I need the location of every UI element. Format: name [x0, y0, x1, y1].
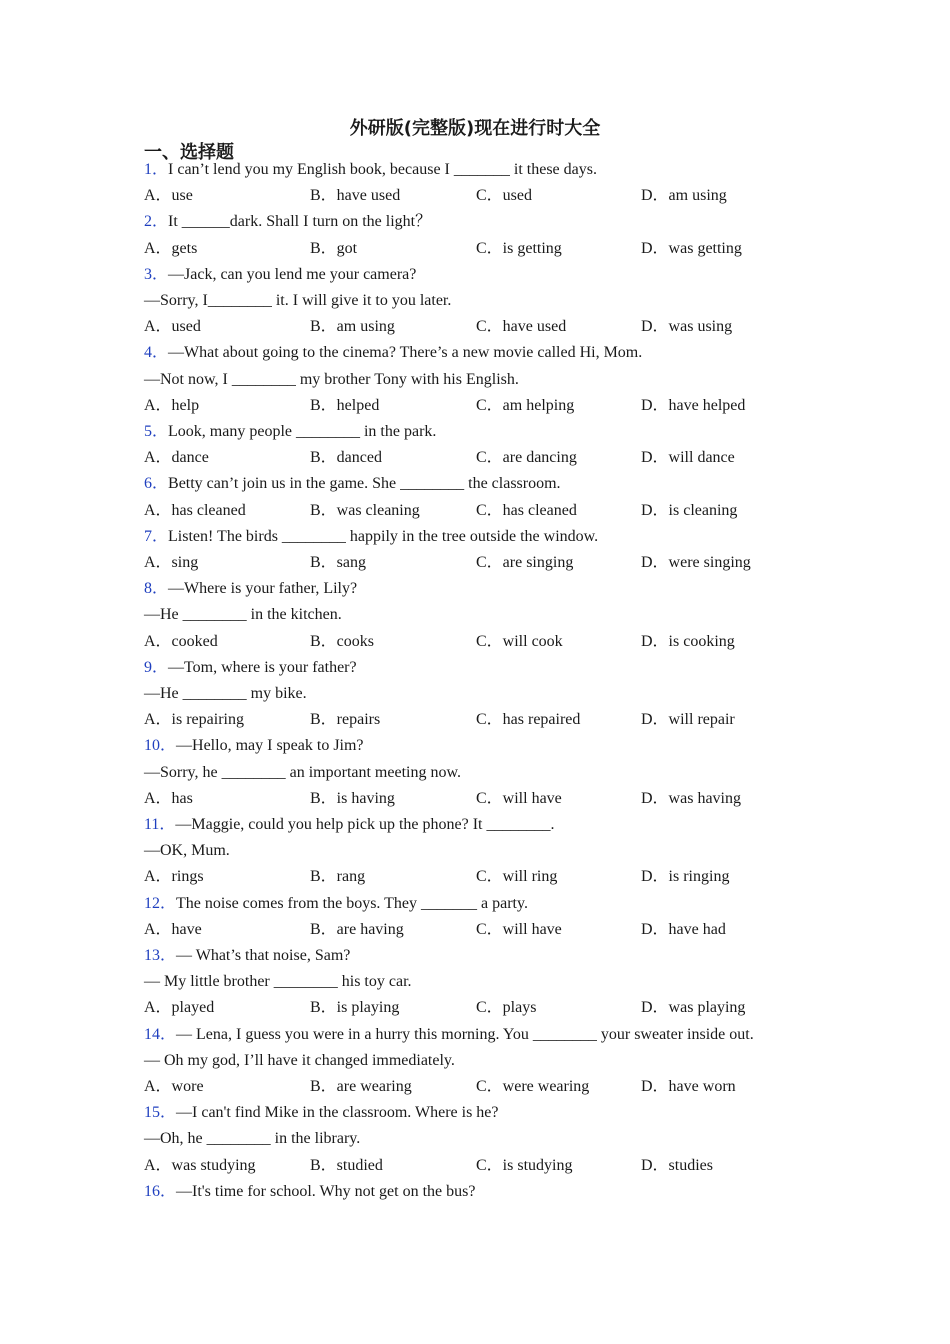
answer-option: C．is studying — [476, 1156, 573, 1174]
answer-option: B．repairs — [310, 711, 381, 729]
question-number: 8． — [144, 580, 169, 598]
question-number: 16． — [144, 1182, 177, 1200]
answer-option: D．have worn — [641, 1078, 736, 1095]
answer-option: D．studies — [641, 1156, 714, 1174]
question-text: Look, many people ________ in the park. — [168, 423, 437, 440]
question-text: Listen! The birds ________ happily in the tree outside the window. — [168, 527, 599, 545]
question-stem — [144, 527, 598, 547]
question-text: —He ________ in the kitchen. — [144, 606, 342, 624]
answer-option: A．sing — [144, 554, 199, 571]
question-dialogue-line — [144, 763, 461, 783]
question-stem — [144, 894, 528, 914]
question-dialogue-line — [144, 291, 451, 311]
answer-option: C．were wearing — [476, 1078, 590, 1095]
question-text: — Oh my god, I’ll have it changed immediately. — [144, 1051, 455, 1069]
question-number: 3． — [144, 265, 169, 283]
answer-option: C．are dancing — [476, 449, 577, 467]
page-title: 外研版(完整版)现在进行时大全 — [349, 118, 601, 139]
answer-option: D．will dance — [641, 449, 735, 467]
question-text: —Not now, I ________ my brother Tony with his English. — [144, 370, 519, 388]
question-stem — [144, 343, 642, 363]
answer-option: B．is having — [310, 789, 395, 807]
answer-option: A．used — [144, 318, 201, 336]
answer-option: D．have had — [641, 920, 726, 938]
question-stem — [144, 658, 357, 678]
question-text: —Where is your father, Lily? — [168, 580, 358, 598]
answer-option: B．sang — [310, 554, 367, 571]
answer-option: B．got — [310, 239, 358, 257]
question-dialogue-line — [144, 605, 342, 625]
question-stem — [144, 212, 431, 232]
answer-option: D．am using — [641, 187, 727, 205]
question-number: 2． — [144, 213, 169, 231]
answer-option: D．have helped — [641, 396, 746, 414]
answer-option: C．used — [476, 187, 533, 205]
question-text: —Jack, can you lend me your camera? — [168, 265, 417, 283]
question-text: The noise comes from the boys. They _______ a party. — [176, 894, 528, 912]
question-number: 15． — [144, 1104, 177, 1122]
answer-option: D．will repair — [641, 711, 735, 729]
answer-option: B．are wearing — [310, 1078, 412, 1095]
question-text: —Hello, may I speak to Jim? — [176, 737, 364, 755]
question-stem — [144, 946, 350, 966]
answer-option: A．rings — [144, 868, 204, 886]
question-dialogue-line — [144, 972, 412, 992]
question-text: —I can't find Mike in the classroom. Where is he? — [176, 1104, 499, 1122]
answer-option: A．dance — [144, 449, 209, 467]
answer-option: D．is cooking — [641, 632, 735, 650]
answer-option: C．are singing — [476, 554, 574, 571]
question-text: — My little brother ________ his toy car. — [144, 973, 412, 991]
question-number: 5． — [144, 423, 169, 440]
question-text: —OK, Mum. — [144, 842, 230, 860]
answer-option: B．was cleaning — [310, 501, 420, 519]
question-text: It ______dark. Shall I turn on the light？ — [168, 213, 432, 231]
question-number: 11． — [144, 816, 176, 833]
question-dialogue-line — [144, 684, 307, 704]
question-number: 13． — [144, 947, 177, 964]
answer-option: D．is ringing — [641, 868, 730, 886]
question-text: —Sorry, he ________ an important meeting now. — [144, 763, 461, 781]
question-stem — [144, 815, 554, 835]
answer-option: B．have used — [310, 187, 401, 205]
answer-option: C．will ring — [476, 868, 558, 886]
answer-option: A．have — [144, 920, 202, 938]
question-stem — [144, 422, 436, 442]
answer-option: A．played — [144, 999, 215, 1017]
question-dialogue-line — [144, 1129, 360, 1149]
answer-option: A．was studying — [144, 1156, 256, 1174]
question-number: 9． — [144, 658, 169, 676]
question-stem — [144, 265, 416, 285]
question-text: —Tom, where is your father? — [168, 658, 357, 676]
question-number: 7． — [144, 527, 169, 545]
question-text: —Oh, he ________ in the library. — [144, 1130, 361, 1148]
section-heading: 一、选择题 — [144, 142, 234, 163]
question-stem — [144, 1182, 475, 1202]
answer-option: A．gets — [144, 239, 198, 257]
answer-option: B．is playing — [310, 999, 400, 1017]
answer-option: C．is getting — [476, 239, 562, 257]
question-text: —Sorry, I________ it. I will give it to you later. — [144, 292, 452, 309]
question-text: Betty can’t join us in the game. She ________ the classroom. — [168, 475, 561, 493]
question-dialogue-line — [144, 841, 230, 861]
answer-option: C．will cook — [476, 632, 563, 650]
answer-option: C．has repaired — [476, 711, 581, 729]
answer-option: B．are having — [310, 920, 404, 938]
question-stem — [144, 160, 597, 180]
answer-option: D．was playing — [641, 999, 746, 1017]
question-stem — [144, 736, 364, 756]
question-stem — [144, 579, 357, 599]
answer-option: C．will have — [476, 920, 562, 938]
answer-option: D．was having — [641, 789, 741, 807]
answer-option: B．am using — [310, 318, 395, 336]
question-number: 10． — [144, 737, 177, 755]
question-number: 14． — [144, 1025, 177, 1043]
answer-option: C．am helping — [476, 396, 575, 414]
question-text: —Maggie, could you help pick up the phone? It ________. — [175, 816, 555, 833]
answer-option: C．has cleaned — [476, 501, 577, 519]
question-stem — [144, 474, 561, 494]
question-number: 1． — [144, 161, 169, 178]
question-text: —What about going to the cinema? There’s a new movie called Hi, Mom. — [168, 344, 643, 362]
answer-option: C．plays — [476, 999, 537, 1017]
question-stem — [144, 1103, 499, 1123]
question-number: 4． — [144, 344, 169, 362]
question-stem — [144, 1025, 754, 1045]
answer-option: A．use — [144, 187, 193, 205]
answer-option: B．studied — [310, 1156, 383, 1174]
answer-option: B．rang — [310, 868, 366, 886]
question-dialogue-line — [144, 1051, 455, 1071]
question-dialogue-line — [144, 370, 519, 390]
question-text: —It's time for school. Why not get on the bus? — [176, 1182, 476, 1200]
question-number: 12． — [144, 894, 177, 912]
answer-option: B．helped — [310, 396, 380, 414]
answer-option: A．wore — [144, 1078, 204, 1095]
answer-option: B．cooks — [310, 632, 375, 650]
answer-option: D．was getting — [641, 239, 742, 257]
answer-option: D．is cleaning — [641, 501, 738, 519]
question-text: —He ________ my bike. — [144, 685, 307, 702]
answer-option: A．has — [144, 789, 193, 807]
answer-option: A．help — [144, 396, 200, 414]
answer-option: A．has cleaned — [144, 501, 246, 519]
answer-option: D．was using — [641, 318, 733, 336]
question-text: — What’s that noise, Sam? — [176, 947, 351, 964]
answer-option: D．were singing — [641, 554, 751, 571]
answer-option: A．cooked — [144, 632, 218, 650]
answer-option: B．danced — [310, 449, 382, 467]
question-number: 6． — [144, 475, 169, 493]
question-text: — Lena, I guess you were in a hurry this morning. You ________ your sweater inside out. — [176, 1025, 754, 1043]
answer-option: C．have used — [476, 318, 567, 336]
answer-option: C．will have — [476, 789, 562, 807]
question-text: I can’t lend you my English book, because I _______ it these days. — [168, 161, 597, 178]
answer-option: A．is repairing — [144, 711, 244, 729]
